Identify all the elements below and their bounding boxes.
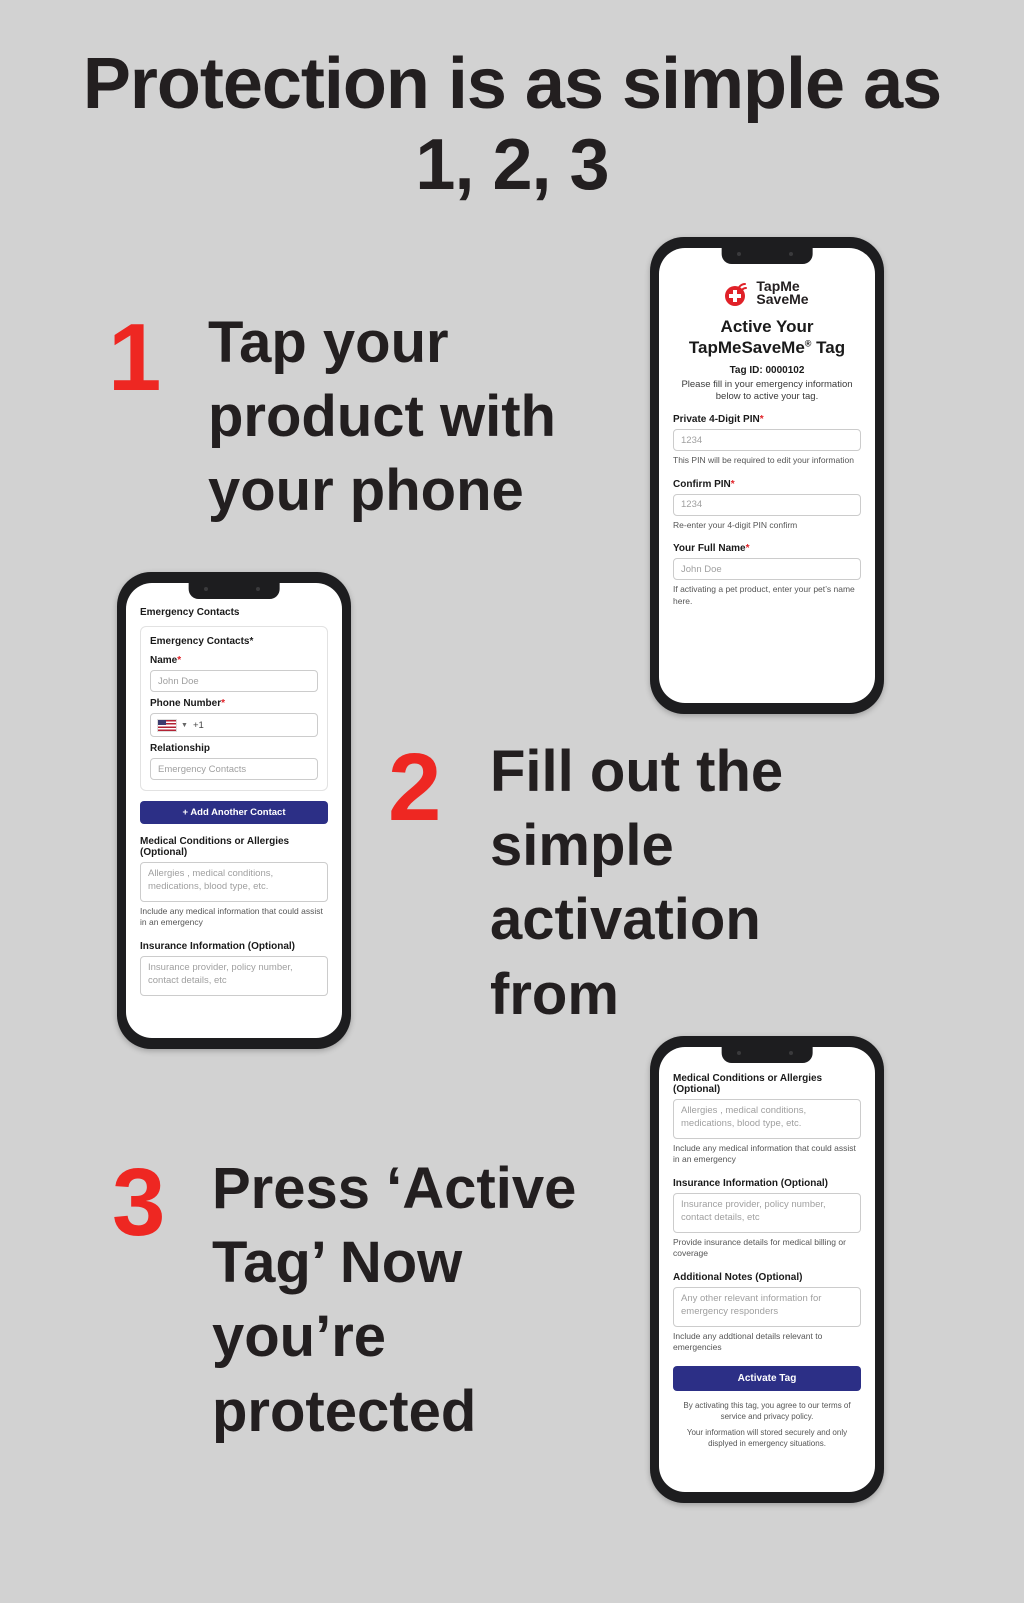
medical-conditions-input[interactable]: Allergies , medical conditions, medications, blood type, etc. [673, 1099, 861, 1139]
insurance-info-input[interactable]: Insurance provider, policy number, contact details, etc [673, 1193, 861, 1233]
speaker-dot-icon [789, 1051, 793, 1055]
phone-notch [722, 1047, 813, 1063]
emergency-contact-card [140, 626, 328, 791]
medical-conditions-helper: Include any medical information that could assist in an emergency [140, 906, 323, 928]
insurance-info-input[interactable]: Insurance provider, policy number, contact details, etc [140, 956, 328, 996]
step-number-3: 3 [112, 1149, 166, 1256]
medical-conditions-input[interactable]: Allergies , medical conditions, medications, blood type, etc. [140, 862, 328, 902]
step-text-3: Press ‘Active Tag’ Now you’re protected [212, 1156, 577, 1444]
medical-conditions-helper: Include any medical information that could assist in an emergency [673, 1143, 856, 1165]
us-flag-icon [157, 719, 177, 732]
insurance-info-label: Insurance Information (Optional) [673, 1177, 829, 1189]
step-number-1: 1 [108, 304, 162, 411]
screen-title-contacts: Emergency Contacts [140, 607, 240, 618]
insurance-info-helper: Provide insurance details for medical billing or coverage [673, 1236, 846, 1259]
tapmesaveme-cross-icon [725, 280, 751, 306]
activation-form [659, 248, 875, 703]
camera-dot-icon [737, 1051, 741, 1055]
relationship-label: Relationship [150, 743, 211, 754]
confirm-pin-helper-text: Re-enter your 4-digit PIN confirm [673, 519, 798, 530]
confirm-pin-field-label: Confirm PIN* [673, 478, 735, 490]
phone-mockup-activation [650, 237, 884, 714]
full-name-input[interactable]: John Doe [673, 558, 861, 580]
registered-mark: ® [804, 338, 812, 349]
phone-mockup-activate [650, 1036, 884, 1503]
additional-notes-label: Additional Notes (Optional) [673, 1271, 803, 1283]
emergency-contacts-heading: Emergency Contacts* [150, 636, 254, 647]
phone-mockup-contacts [117, 572, 351, 1049]
page-title [0, 44, 1024, 205]
contact-phone-label: Phone Number* [150, 698, 226, 709]
additional-notes-input[interactable]: Any other relevant information for emergency responders [673, 1287, 861, 1327]
required-marker: * [249, 636, 254, 647]
phone-notch [722, 248, 813, 264]
required-marker: * [221, 698, 226, 709]
country-code-label: +1 [192, 719, 204, 731]
required-marker: * [759, 414, 764, 426]
step-text-2: Fill out the simple activation from [490, 739, 784, 1027]
relationship-input[interactable]: Emergency Contacts [150, 758, 318, 780]
activate-form [659, 1047, 875, 1492]
insurance-info-label: Insurance Information (Optional) [140, 940, 296, 952]
activation-instructions: Please fill in your emergency information below to active your tag. [681, 378, 853, 403]
headline-line-2: 1, 2, 3 [415, 124, 609, 205]
step-text-1: Tap your product with your phone [208, 310, 556, 524]
medical-conditions-label: Medical Conditions or Allergies (Optional) [673, 1073, 823, 1095]
speaker-dot-icon [789, 252, 793, 256]
activation-title: Active Your TapMeSaveMe® Tag [688, 317, 846, 358]
required-marker: * [730, 478, 735, 490]
full-name-helper-text: If activating a pet product, enter your pet’s name here. [673, 584, 855, 606]
phone-notch [189, 583, 280, 599]
required-marker: * [177, 655, 182, 666]
contact-phone-input[interactable] [150, 713, 318, 737]
phone-screen-activate [659, 1047, 875, 1492]
step-number-2: 2 [388, 734, 442, 841]
pin-helper-text: This PIN will be required to edit your information [673, 455, 854, 466]
pin-input[interactable]: 1234 [673, 429, 861, 451]
brand-logo [673, 280, 861, 306]
phone-screen-contacts [126, 583, 342, 1038]
contacts-form [126, 583, 342, 1038]
speaker-dot-icon [256, 587, 260, 591]
full-name-field-label: Your Full Name* [673, 543, 750, 555]
terms-line-1: By activating this tag, you agree to our terms of service and privacy policy. [683, 1400, 851, 1421]
brand-wordmark: TapMe SaveMe [756, 278, 809, 307]
pin-field-label: Private 4-Digit PIN* [673, 414, 764, 426]
contact-name-label: Name* [150, 655, 182, 666]
camera-dot-icon [737, 252, 741, 256]
medical-conditions-label: Medical Conditions or Allergies (Optional) [140, 836, 290, 858]
contact-name-input[interactable]: John Doe [150, 670, 318, 692]
camera-dot-icon [204, 587, 208, 591]
additional-notes-helper: Include any addtional details relevant to emergencies [673, 1330, 823, 1353]
tag-id-label: Tag ID: 0000102 [729, 364, 805, 376]
add-another-contact-button[interactable]: + Add Another Contact [140, 801, 328, 824]
phone-screen-activation [659, 248, 875, 703]
required-marker: * [745, 543, 750, 555]
wifi-wave-icon [736, 280, 751, 295]
chevron-down-icon[interactable]: ▼ [181, 721, 188, 729]
terms-line-2: Your information will stored securely and only displyed in emergency situations. [686, 1428, 848, 1449]
confirm-pin-input[interactable]: 1234 [673, 494, 861, 516]
activate-tag-button[interactable]: Activate Tag [673, 1366, 861, 1391]
headline-line-1: Protection is as simple as [82, 44, 942, 124]
